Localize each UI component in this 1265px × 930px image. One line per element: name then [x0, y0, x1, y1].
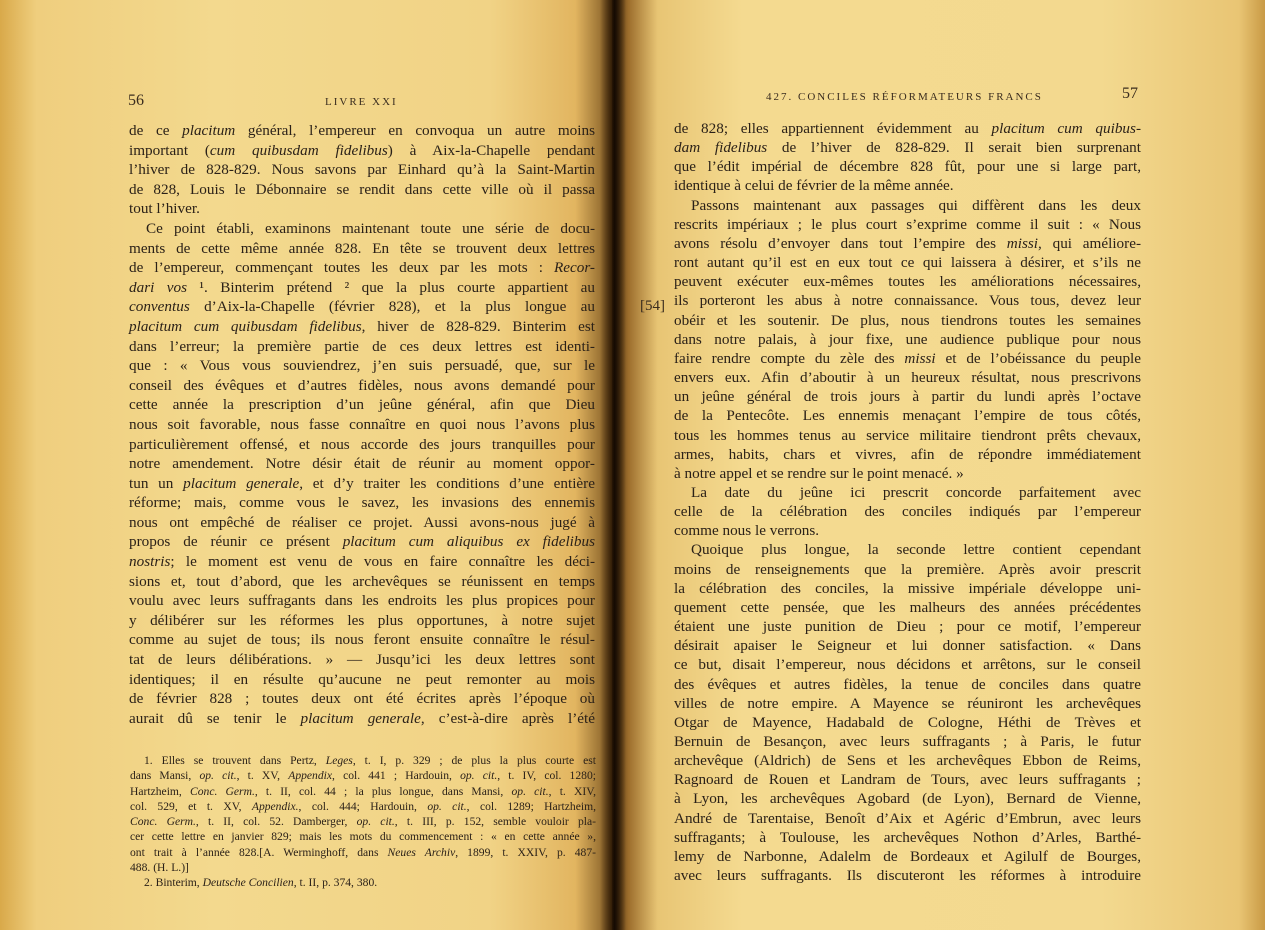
footnote-line: [130, 814, 596, 829]
text-run: conseil des évêques et d’autres fidèles, nous avons demandé pour: [129, 376, 595, 394]
text-run: important (: [129, 141, 210, 159]
text-line: [674, 119, 1141, 138]
margin-reference: [54]: [640, 298, 665, 314]
text-line: [674, 406, 1141, 425]
text-line: [129, 395, 595, 415]
text-run: Ragnoard de Rouen et Landram de Tours, avec leurs suffragants ;: [674, 771, 1141, 789]
text-run: voulu avec leurs suffragants dans les endroits les plus propices pour: [129, 592, 595, 610]
text-line: [674, 847, 1141, 866]
italic-run: op. cit.: [199, 769, 237, 783]
text-run: , t. IV, col. 1280;: [497, 769, 596, 783]
text-line: [674, 866, 1141, 885]
text-line: [674, 713, 1141, 732]
text-run: à Lyon, les archevêques Agobard (de Lyon), Bernard de Vienne,: [674, 790, 1141, 808]
text-line: [674, 636, 1141, 655]
text-line: [129, 435, 595, 455]
text-line: [674, 617, 1141, 636]
text-line: [674, 598, 1141, 617]
text-run: des évêques et autres fidèles, la tenue de conciles dans quatre: [674, 675, 1141, 693]
page-number-left: 56: [128, 92, 144, 109]
footnote-line: [130, 829, 596, 844]
text-line: [129, 532, 595, 552]
text-line: [674, 311, 1141, 330]
italic-run: op. cit.: [460, 769, 498, 783]
italic-run: Leges: [325, 754, 353, 767]
text-run: obéir et les soutenir. De plus, nous tiendrons toutes les semaines: [674, 311, 1141, 329]
text-run: ront autant qu’il est en eux tout ce qui laissera à désirer, et s’ils ne: [674, 254, 1141, 272]
footnote-line: [130, 845, 596, 860]
text-run: , qui améliore-: [1038, 234, 1141, 252]
left-page: [0, 0, 612, 930]
text-line: [129, 141, 595, 161]
text-run: , col. 444; Hardouin,: [298, 799, 428, 813]
italic-run: op. cit.: [356, 815, 395, 829]
italic-run: conventus: [129, 298, 190, 316]
text-line: [129, 180, 595, 200]
left-body-text: [129, 121, 595, 728]
text-line: [674, 694, 1141, 713]
italic-run: placitum cum quibusdam fidelibus: [129, 317, 362, 335]
text-run: armes, habits, chars et vivres, afin de répondre immédiatement: [674, 445, 1141, 463]
text-run: la célébration des conciles, la missive impériale développe uni-: [674, 579, 1141, 597]
text-run: , t. II, col. 52. Damberger,: [195, 815, 357, 829]
text-run: rescrits impériaux ; le plus court s’exprime comme il suit : « Nous: [674, 215, 1141, 233]
text-run: 1. Elles se trouvent dans Pertz,: [144, 754, 326, 767]
text-run: de la Pentecôte. Les ennemis menaçant l’empire de tous côtés,: [674, 407, 1141, 425]
text-line: [129, 670, 595, 690]
text-line: [674, 809, 1141, 828]
text-line: [129, 630, 595, 650]
text-run: y délibérer sur les réformes les plus opportunes, à notre sujet: [129, 611, 595, 629]
text-run: 2. Binterim,: [144, 876, 203, 890]
text-line: [674, 828, 1141, 847]
text-run: , et d’y traiter les conditions d’une entière: [299, 474, 595, 492]
text-line: [674, 521, 1141, 540]
text-line: [674, 349, 1141, 368]
text-line: [674, 789, 1141, 808]
text-run: désirait apaiser le Seigneur et lui donner satisfaction. « Dans: [674, 637, 1141, 655]
text-run: dans Mansi,: [130, 769, 200, 783]
text-line: [674, 675, 1141, 694]
text-run: identique à celui de février de la même année.: [674, 177, 954, 195]
book-gutter: [600, 0, 626, 930]
text-run: nous soit favorable, nous fasse connaître en quoi nous l’avons plus: [129, 415, 595, 433]
text-run: à notre appel et se rendre sur le point menacé. »: [674, 464, 964, 482]
text-run: cette année la prescription d’un jeûne général, afin que Dieu: [129, 396, 595, 414]
footnote-line: [130, 784, 596, 799]
text-line: [129, 219, 595, 239]
footnote-line: [130, 799, 596, 814]
text-line: [674, 368, 1141, 387]
text-run: ¹. Binterim prétend ² que la plus courte appartient au: [187, 278, 595, 296]
text-run: que : « Vous vous souviendrez, j’en suis persuadé, que, sur le: [129, 357, 595, 375]
text-line: [674, 770, 1141, 789]
text-line: [129, 474, 595, 494]
text-line: [674, 330, 1141, 349]
text-run: un jeûne général de trois jours à partir du lundi après l’octave: [674, 388, 1141, 406]
italic-run: cum quibusdam fidelibus: [209, 141, 388, 159]
italic-run: placitum cum quibus-: [991, 120, 1141, 137]
italic-run: Recor-: [553, 259, 595, 277]
italic-run: op. cit.: [511, 784, 549, 798]
text-line: [129, 650, 595, 670]
text-run: Bernuin de Besançon, avec leurs suffragants ; à Paris, le futur: [674, 733, 1141, 750]
text-line: [674, 138, 1141, 157]
text-run: villes de notre empire. A Mayence se réuniront les archevêques: [674, 694, 1141, 712]
text-line: [129, 199, 595, 219]
text-run: identiques; il en résulte qu’aucune ne peut remonter au mois: [129, 670, 595, 688]
text-run: tat de leurs délibérations. » — Jusqu’ici les deux lettres sont: [129, 651, 595, 669]
italic-run: missi: [1006, 234, 1039, 252]
text-run: aurait dû se tenir le: [129, 709, 301, 727]
text-line: [129, 317, 595, 337]
text-line: [129, 337, 595, 357]
text-run: que l’édit impérial de décembre 828 fût, pour une si large part,: [674, 158, 1141, 176]
text-run: étaient une juste punition de Dieu ; pour ce motif, l’empereur: [674, 618, 1141, 636]
italic-run: dam fidelibus: [674, 139, 768, 157]
text-run: peuvent exécuter eux-mêmes toutes les améliorations nécessaires,: [674, 273, 1141, 291]
text-run: avec leurs suffragants. Ils discuteront les réformes à introduire: [674, 867, 1141, 885]
text-run: archevêque (Aldrich) de Sens et les archevêques Ebbon de Reims,: [674, 752, 1141, 770]
text-line: [674, 502, 1141, 521]
text-line: [129, 376, 595, 396]
text-run: d’Aix-la-Chapelle (février 828), et la plus longue au: [189, 298, 595, 316]
text-run: 488. (H. L.)]: [130, 861, 189, 875]
text-run: propos de réunir ce présent: [129, 533, 343, 551]
right-page: [612, 0, 1265, 930]
text-line: [129, 709, 595, 729]
italic-run: Conc. Germ.: [190, 784, 255, 798]
text-line: [674, 196, 1141, 215]
text-run: , t. XV,: [236, 769, 289, 783]
italic-run: Neues Archiv: [387, 845, 456, 859]
text-line: [129, 552, 595, 572]
text-run: faire rendre compte du zèle des: [674, 349, 905, 367]
text-line: [674, 579, 1141, 598]
page-number-right: 57: [1122, 85, 1138, 102]
text-run: de février 828 ; toutes deux ont été écrites après l’époque où: [129, 690, 595, 708]
text-line: [129, 591, 595, 611]
text-run: ce but, disait l’empereur, nous décidons et arrêtons, sur le conseil: [674, 656, 1141, 674]
text-line: [674, 483, 1141, 502]
text-run: de 828; elles appartiennent évidemment au: [674, 120, 992, 137]
text-run: envers eux. Afin d’aboutir à un heureux résultat, nous prescrivons: [674, 369, 1141, 387]
text-line: [674, 751, 1141, 770]
text-run: col. 529, et t. XV,: [130, 799, 252, 813]
text-line: [129, 121, 595, 141]
text-line: [674, 253, 1141, 272]
text-line: [674, 176, 1141, 195]
text-line: [129, 278, 595, 298]
text-line: [674, 560, 1141, 579]
running-head-right: 427. CONCILES RÉFORMATEURS FRANCS: [766, 91, 1043, 103]
text-line: [129, 258, 595, 278]
text-line: [129, 493, 595, 513]
text-run: André de Tarentaise, Benoît d’Aix et Agéric d’Embrun, avec leurs: [674, 809, 1141, 827]
text-run: quement cette pensée, que les malheurs des années précédentes: [674, 598, 1141, 616]
text-run: ils porteront les abus à notre connaissance. Vous tous, devez leur: [674, 292, 1141, 310]
text-run: de 828, Louis le Débonnaire se rendit dans cette ville où il passa: [129, 180, 595, 198]
text-line: [674, 157, 1141, 176]
text-line: [674, 291, 1141, 310]
text-run: de l’hiver de 828-829. Il serait bien surprenant: [767, 139, 1141, 157]
italic-run: Appendix: [288, 769, 333, 783]
text-run: , t. II, col. 44 ; la plus longue, dans Mansi,: [254, 784, 512, 798]
text-run: général, l’empereur en convoqua un autre moins: [235, 122, 595, 139]
text-run: , t. I, p. 329 ; de plus la plus courte est: [352, 754, 596, 767]
text-line: [129, 297, 595, 317]
italic-run: Appendix.: [251, 799, 299, 813]
text-line: [674, 655, 1141, 674]
text-run: avons résolu d’envoyer dans tout l’empire des: [674, 234, 1007, 252]
text-line: [674, 464, 1141, 483]
text-run: Hartzheim,: [130, 784, 190, 798]
text-run: tous les hommes tenus au service militaire tiendront prêts chevaux,: [674, 426, 1141, 444]
footnote-line: [130, 860, 596, 875]
text-run: réforme; mais, comme vous le savez, les invasions des ennemis: [129, 494, 595, 512]
text-line: [129, 572, 595, 592]
text-run: moins de renseignements que la première. Après avoir prescrit: [674, 560, 1141, 578]
footnotes: [130, 753, 596, 891]
text-run: de ce: [129, 122, 183, 139]
italic-run: op. cit.: [427, 799, 467, 813]
footnote-line: [130, 875, 596, 890]
text-run: cer cette lettre en janvier 829; mais les mots du commencement : « en cette année »,: [130, 830, 596, 844]
text-run: particulièrement offensé, et nous accorde des jours tranquilles pour: [129, 435, 595, 453]
text-run: Otgar de Mayence, Hadabald de Cologne, Héthi de Trèves et: [674, 713, 1141, 731]
text-line: [129, 239, 595, 259]
text-line: [129, 611, 595, 631]
text-run: ; le moment est venu de vous en faire connaître les déci-: [170, 553, 595, 571]
text-line: [129, 689, 595, 709]
text-run: l’hiver de 828-829. Nous savons par Einhard qu’à la Saint-Martin: [129, 161, 595, 179]
text-run: , t. II, p. 374, 380.: [293, 876, 378, 890]
text-run: de l’empereur, commençant toutes les deux par les mots :: [129, 259, 554, 277]
text-line: [129, 356, 595, 376]
text-run: notre amendement. Notre désir était de réunir au moment oppor-: [129, 455, 595, 473]
italic-run: placitum generale: [300, 709, 421, 727]
text-run: tun un: [129, 474, 184, 492]
text-run: ont trait à l’année 828.[A. Werminghoff, dans: [130, 845, 388, 859]
text-line: [129, 513, 595, 533]
italic-run: placitum: [182, 122, 236, 139]
footnote-line: [130, 768, 596, 783]
text-line: [674, 540, 1141, 559]
text-run: tout l’hiver.: [129, 200, 200, 218]
footnote-line: [130, 753, 596, 768]
text-run: nous ont empêché de réaliser ce projet. Aussi avons-nous jugé à: [129, 513, 595, 531]
italic-run: dari vos: [129, 278, 187, 296]
text-run: , col. 441 ; Hardouin,: [332, 769, 461, 783]
text-line: [129, 454, 595, 474]
text-run: dans l’erreur; la première partie de ces deux lettres est identi-: [129, 337, 595, 355]
text-run: sions et, tout d’abord, que les archevêques se réunissent en temps: [129, 572, 595, 590]
text-run: et de l’obéissance du peuple: [935, 349, 1141, 367]
text-run: suffragants; à Toulouse, les archevêques Nothon d’Arles, Barthé-: [674, 828, 1141, 846]
text-run: ments de cette même année 828. En tête se trouvent deux lettres: [129, 239, 595, 257]
text-run: dans notre palais, à jour fixe, une audience publique pour nous: [674, 330, 1141, 348]
text-run: Quoique plus longue, la seconde lettre contient cependant: [691, 541, 1141, 559]
text-line: [674, 215, 1141, 234]
italic-run: Deutsche Concilien: [202, 876, 294, 890]
text-line: [129, 415, 595, 435]
text-line: [674, 426, 1141, 445]
text-line: [129, 160, 595, 180]
text-line: [674, 234, 1141, 253]
italic-run: placitum generale: [183, 474, 300, 492]
text-line: [674, 445, 1141, 464]
text-run: , hiver de 828-829. Binterim est: [361, 317, 595, 335]
italic-run: placitum cum aliquibus ex fidelibus: [342, 533, 595, 551]
text-run: , col. 1289; Hartzheim,: [466, 799, 596, 813]
text-run: ) à Aix-la-Chapelle pendant: [387, 141, 596, 159]
text-run: , c’est-à-dire après l’été: [420, 709, 595, 727]
running-head-left: LIVRE XXI: [325, 96, 398, 108]
text-run: Passons maintenant aux passages qui diffèrent dans les deux: [691, 196, 1141, 214]
text-line: [674, 387, 1141, 406]
text-run: , 1899, t. XXIV, p. 487-: [455, 845, 596, 859]
text-line: [674, 272, 1141, 291]
text-run: lemy de Narbonne, Adalelm de Bordeaux et Agilulf de Bourges,: [674, 847, 1141, 865]
text-run: , t. III, p. 152, semble vouloir pla-: [394, 815, 596, 829]
text-run: , t. XIV,: [548, 784, 596, 798]
text-run: La date du jeûne ici prescrit concorde parfaitement avec: [691, 483, 1141, 501]
text-run: comme au sujet de tous; ils nous feront ensuite connaître le résul-: [129, 631, 595, 649]
italic-run: missi: [904, 349, 936, 367]
text-run: celle de la célébration des conciles indiqués par l’empereur: [674, 503, 1141, 521]
right-body-text: [674, 119, 1141, 885]
text-line: [674, 732, 1141, 751]
text-run: Ce point établi, examinons maintenant toute une série de docu-: [146, 219, 595, 237]
italic-run: nostris: [129, 553, 171, 571]
text-run: comme nous le verrons.: [674, 522, 820, 540]
italic-run: Conc. Germ.: [130, 815, 196, 829]
